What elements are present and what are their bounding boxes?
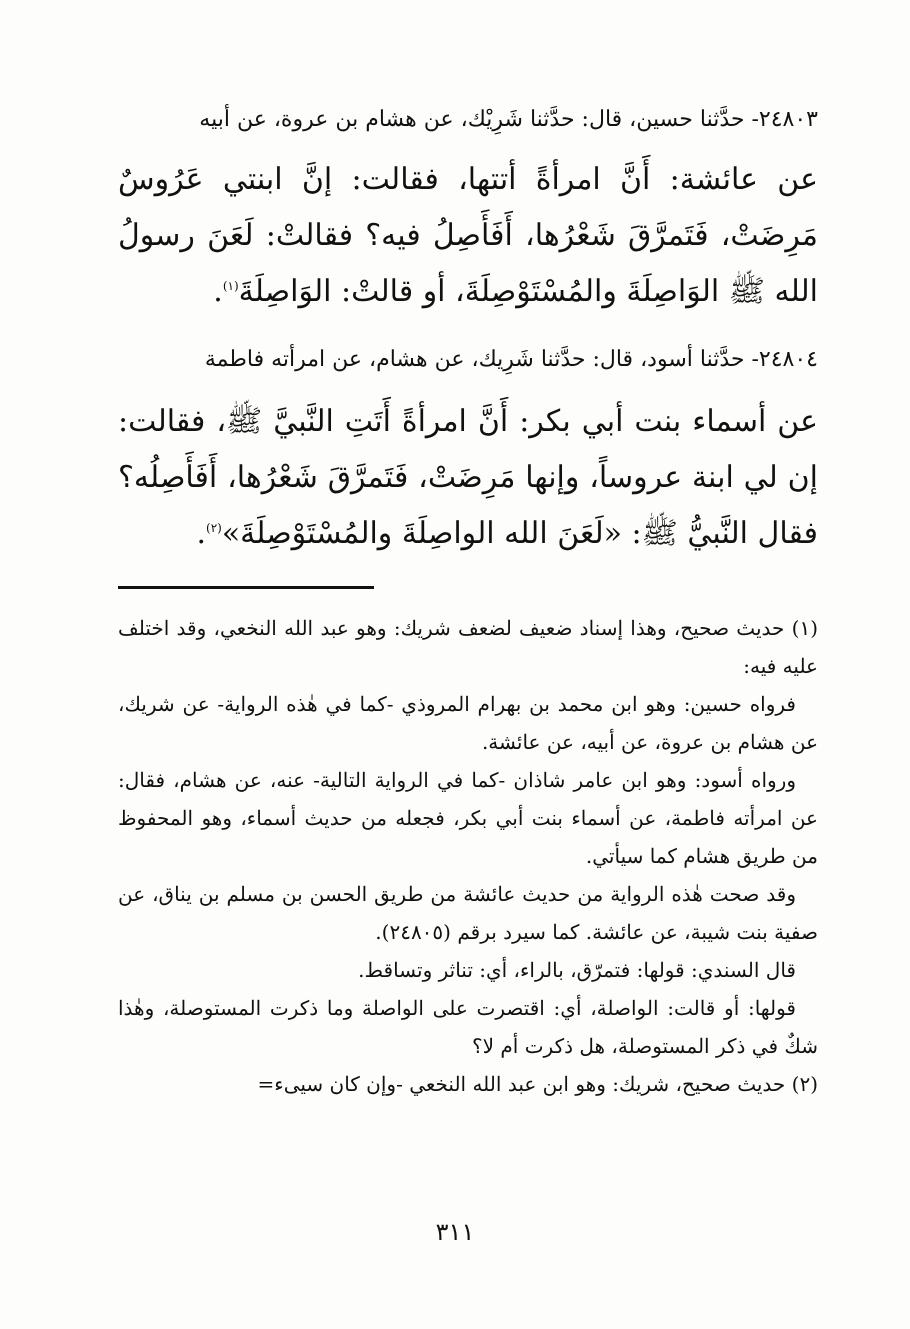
hadith-24804-text: عن أسماء بنت أبي بكر: أَنَّ امرأةً أَتَتِ النَّبيَّ ﷺ، فقالت: إن لي ابنة عروساً، وإنها مَرِضَتْ، فَتَمرَّقَ شَعْرُها، أَفَأَصِلُه؟ فقال النَّبيُّ ﷺ: «لَعَنَ الله الواصِلَةَ والمُسْتَوْصِلَةَ»: [118, 404, 818, 551]
hadith-24803-isnad: ٢٤٨٠٣- حدَّثنا حسين، قال: حدَّثنا شَرِيْك، عن هشام بن عروة، عن أبيه: [199, 107, 818, 132]
footnote-2: (٢) حديث صحيح، شريك: وهو ابن عبد الله النخعي -وإن كان سيىء=: [257, 1072, 818, 1096]
hadith-24803-text: عن عائشة: أَنَّ امرأةً أتتها، فقالت: إنَّ ابنتي عَرُوسٌ مَرِضَتْ، فَتَمرَّقَ شَعْرُها، أَفَأَصِلُ فيه؟ فقالتْ: لَعَنَ رسولُ الله ﷺ الوَاصِلَةَ والمُسْتَوْصِلَةَ، أو قالتْ: الوَاصِلَةَ: [118, 162, 818, 309]
footnote-paragraph: قولها: أو قالت: الواصلة، أي: اقتصرت على الواصلة وما ذكرت المستوصلة، وهٰذا شكٌ في ذكر المستوصلة، هل ذكرت أم لا؟: [118, 996, 818, 1058]
footnotes: [118, 609, 818, 1103]
footnote-paragraph: وقد صحت هٰذه الرواية من حديث عائشة من طريق الحسن بن مسلم بن يناق، عن صفية بنت شيبة، عن عائشة. كما سيرد برقم (٢٤٨٠٥).: [118, 882, 818, 944]
hadith-24804-end: .: [196, 516, 206, 551]
hadith-24804-matn: [118, 394, 818, 562]
footnote-ref-2: (٢): [206, 521, 222, 535]
footnote-separator: [118, 586, 374, 589]
hadith-24803-end: .: [213, 274, 223, 309]
footnote-1: (١) حديث صحيح، وهذا إسناد ضعيف لضعف شريك: وهو عبد الله النخعي، وقد اختلف عليه فيه:: [118, 616, 818, 678]
footnote-paragraph: فرواه حسين: وهو ابن محمد بن بهرام المروذي -كما في هٰذه الرواية- عن شريك، عن هشام بن عروة، عن أبيه، عن عائشة.: [118, 692, 818, 754]
footnote-paragraph: قال السندي: قولها: فتمرّق، بالراء، أي: تناثر وتساقط.: [358, 958, 796, 982]
page-number: ٣١١: [435, 1218, 475, 1246]
footnote-paragraph: ورواه أسود: وهو ابن عامر شاذان -كما في الرواية التالية- عنه، عن هشام، فقال: عن امرأته فاطمة، عن أسماء بنت أبي بكر، فجعله من حديث أسماء، وهو المحفوظ من طريق هشام كما سيأتي.: [118, 768, 818, 868]
hadith-24803-matn: [118, 152, 818, 320]
hadith-24804-isnad: ٢٤٨٠٤- حدَّثنا أسود، قال: حدَّثنا شَرِيك، عن هشام، عن امرأته فاطمة: [204, 347, 818, 372]
footnote-ref-1: (١): [222, 279, 239, 293]
